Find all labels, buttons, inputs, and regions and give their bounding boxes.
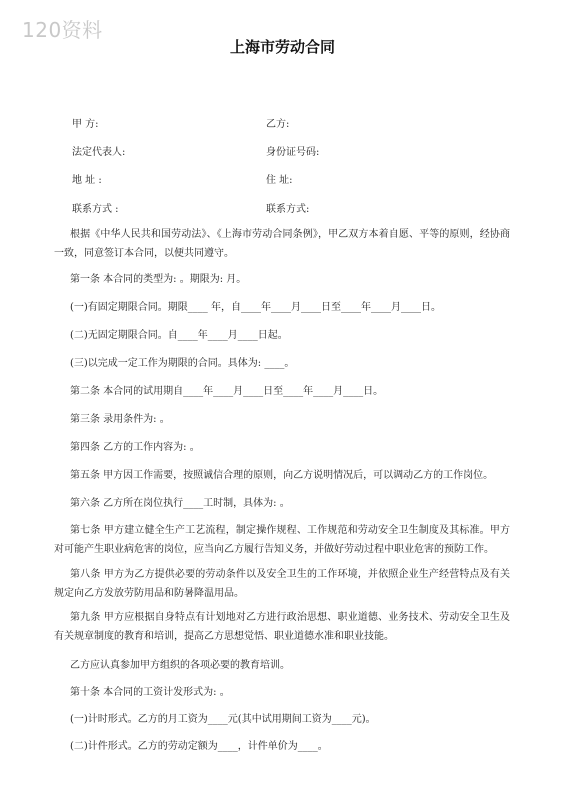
clause-5: 第五条 甲方因工作需要，按照诚信合理的原则，向乙方说明情况后，可以调动乙方的工作岗位。 bbox=[70, 470, 494, 481]
party-b-label: 乙方: bbox=[266, 119, 290, 130]
contact-b-label: 联系方式: bbox=[266, 204, 310, 215]
address-a-label: 地 址 : bbox=[72, 175, 102, 186]
clause-4: 第四条 乙方的工作内容为: 。 bbox=[70, 442, 200, 453]
clause-10-item-2: (二)计件形式。乙方的劳动定额为____，计件单价为____。 bbox=[70, 741, 328, 752]
watermark-logo: 120资料 bbox=[22, 18, 103, 42]
clause-7: 第七条 甲方建立健全生产工艺流程，制定操作规程、工作规范和劳动安全卫生制度及其标准。甲方对可能产生职业病危害的岗位，应当向乙方履行告知义务，并做好劳动过程中职业危害的预防工作。 bbox=[54, 525, 510, 555]
id-number-label: 身份证号码: bbox=[266, 147, 320, 158]
address-b-label: 住 址: bbox=[266, 175, 293, 186]
contact-a-label: 联系方式 : bbox=[72, 204, 119, 215]
clause-9: 第九条 甲方应根据自身特点有计划地对乙方进行政治思想、职业道德、业务技术、劳动安全卫生及有关规章制度的教育和培训，提高乙方思想觉悟、职业道德水准和职业技能。 bbox=[54, 612, 510, 642]
clause-9-note: 乙方应认真参加甲方组织的各项必要的教育培训。 bbox=[70, 660, 290, 671]
clause-10-item-1: (一)计时形式。乙方的月工资为____元(其中试用期间工资为____元)。 bbox=[70, 714, 376, 725]
clause-1-item-2: (二)无固定期限合同。自____年____月____日起。 bbox=[70, 330, 288, 341]
legal-rep-label: 法定代表人: bbox=[72, 147, 126, 158]
clause-8: 第八条 甲方为乙方提供必要的劳动条件以及安全卫生的工作环境，并依照企业生产经营特点及有关规定向乙方发放劳防用品和防暑降温用品。 bbox=[54, 569, 510, 599]
clause-1-item-3: (三)以完成一定工作为期限的合同。具体为: ____。 bbox=[70, 358, 295, 369]
clause-10: 第十条 本合同的工资计发形式为: 。 bbox=[70, 687, 230, 698]
clause-1: 第一条 本合同的类型为: 。期限为: 月。 bbox=[70, 274, 247, 285]
document-title: 上海市劳动合同 bbox=[229, 38, 335, 56]
clause-6: 第六条 乙方所在岗位执行____工时制，具体为: 。 bbox=[70, 498, 290, 509]
clause-3: 第三条 录用条件为: 。 bbox=[70, 414, 170, 425]
preamble-paragraph: 根据《中华人民共和国劳动法》、《上海市劳动合同条例》，甲乙双方本着自愿、平等的原则，经协商一致，同意签订本合同，以便共同遵守。 bbox=[54, 229, 510, 259]
party-a-label: 甲 方: bbox=[72, 119, 99, 130]
clause-2: 第二条 本合同的试用期自____年____月____日至____年____月____日。 bbox=[70, 386, 384, 397]
clause-1-item-1: (一)有固定期限合同。期限____ 年，自____年____月____日至____年____月____日。 bbox=[70, 302, 441, 313]
